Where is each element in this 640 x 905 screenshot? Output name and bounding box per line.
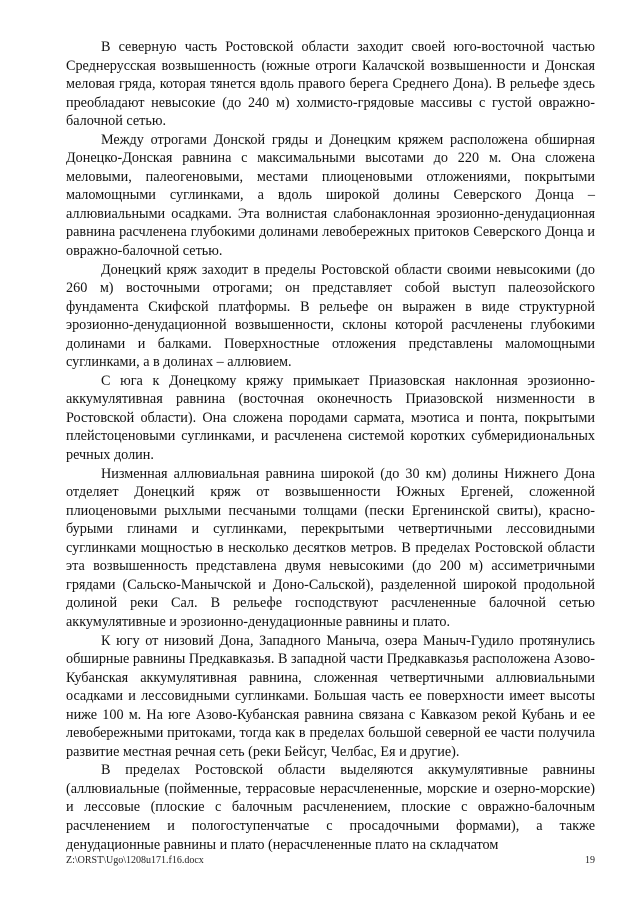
paragraph-5: Низменная аллювиальная равнина широкой (до 30 км) долины Нижнего Дона отделяет Донецкий кряж от возвышенности Южных Ергеней, сложенной плиоценовыми рыхлыми песчаными толщами (пески Ергенинской свиты), красно-бурыми глинами и суглинками, перекрытыми четвертичными лессовидными суглинками мощностью в несколько десятков метров. В пределах Ростовской области эта возвышенность представлена двумя невысокими (до 200 м) ассиметричными грядами (Сальско-Манычской и Доно-Сальской), разделенной широкой продольной долиной реки Сал. В рельефе господствуют расчлененные балочной сетью аккумулятивные и эрозионно-денудационные равнины и плато. xyxy=(66,465,595,630)
body-text xyxy=(66,38,595,854)
paragraph-4: С юга к Донецкому кряжу примыкает Приазовская наклонная эрозионно-аккумулятивная равнина (восточная оконечность Приазовской низменности в Ростовской области). Она сложена породами сармата, мэотиса и понта, покрытыми плейстоценовыми суглинками, и расчленена системой коротких субмеридиональных речных долин. xyxy=(66,372,595,464)
paragraph-7: В пределах Ростовской области выделяются аккумулятивные равнины (аллювиальные (пойменные, террасовые нерасчлененные, морские и озерно-морские) и лессовые (плоские с балочным расчленением, плоские с овражно-балочным расчленением и пологоступенчатые с просадочными формами), а также денудационные равнины и плато (нерасчлененные плато на складчатом xyxy=(66,762,595,853)
paragraph-3: Донецкий кряж заходит в пределы Ростовской области своими невысокими (до 260 м) восточными отрогами; он представляет собой выступ палеозойского фундамента Скифской платформы. В рельефе он выражен в виде структурной эрозионно-денудационной возвышенности, склоны которой расчленены глубокими долинами и балками. Поверхностные отложения представлены маломощными суглинками, а в долинах – аллювием. xyxy=(66,261,595,371)
paragraph-1: В северную часть Ростовской области заходит своей юго-восточной частью Среднерусская возвышенность (южные отроги Калачской возвышенности и Донская меловая гряда, которая тянется вдоль правого берега Среднего Дона). В рельефе здесь преобладают невысокие (до 240 м) холмисто-грядовые массивы с густой овражно-балочной сетью. xyxy=(66,39,595,130)
paragraph-2: Между отрогами Донской гряды и Донецким кряжем расположена обширная Донецко-Донская равнина с максимальными высотами до 220 м. Она сложена меловыми, палеогеновыми, местами плиоценовыми отложениями, покрытыми маломощными суглинками, а вдоль широкой долины Северского Донца – аллювиальными осадками. Эта волнистая слабонаклонная эрозионно-денудационная равнина расчленена глубокими долинами левобережных притоков Северского Донца и овражно-балочной сетью. xyxy=(66,131,595,260)
footer-file-path: Z:\ORST\Ugo\1208u171.f16.docx xyxy=(66,855,204,866)
page-number: 19 xyxy=(585,855,595,866)
paragraph-6: К югу от низовий Дона, Западного Маныча, озера Маныч-Гудило протянулись обширные равнины Предкавказья. В западной части Предкавказья расположена Азово-Кубанская аккумулятивная равнина, сложенная четвертичными аллювиальными осадками и лессовидными суглинками. Большая часть ее поверхности имеет высоты ниже 100 м. На юге Азово-Кубанская равнина связана с Кавказом рекой Кубань и ее левобережными притоками, тогда как в пределах большой северной ее части получила развитие местная речная сеть (реки Бейсуг, Челбас, Ея и другие). xyxy=(66,632,595,760)
